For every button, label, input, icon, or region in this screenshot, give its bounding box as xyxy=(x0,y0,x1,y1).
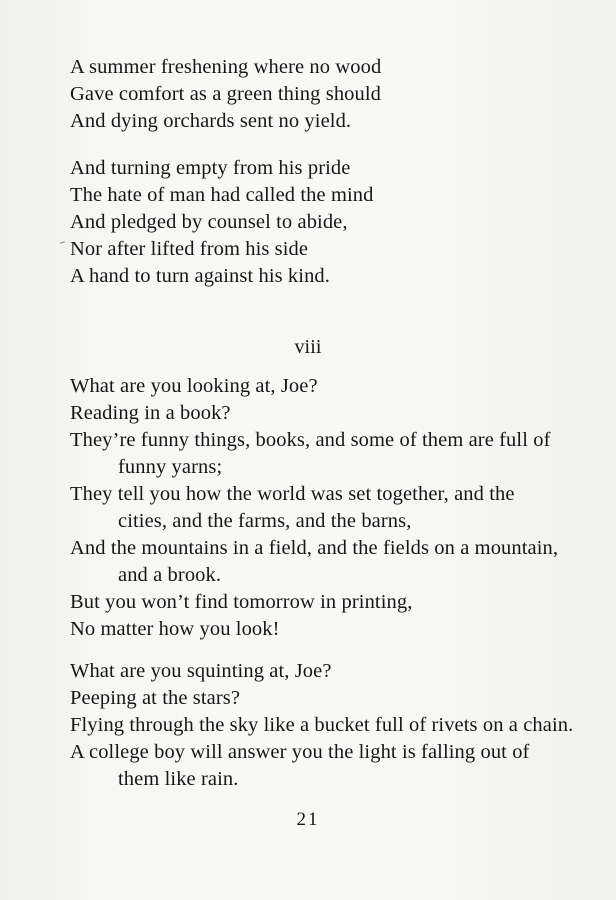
verse-line: What are you squinting at, Joe? xyxy=(70,660,332,682)
stanza-4 xyxy=(70,658,573,793)
verse-line: A college boy will answer you the light is falling out of xyxy=(70,741,530,763)
verse-line: Reading in a book? xyxy=(70,402,231,424)
page-number: 21 xyxy=(296,809,320,830)
stanza-1 xyxy=(70,54,381,135)
verse-line: They’re funny things, books, and some of them are full of xyxy=(70,429,551,451)
stray-ink-mark xyxy=(60,241,65,243)
section-number: viii xyxy=(294,336,322,358)
verse-line-continuation: funny yarns; xyxy=(118,456,223,478)
verse-line: The hate of man had called the mind xyxy=(70,184,374,206)
verse-line: And dying orchards sent no yield. xyxy=(70,110,352,132)
stanza-3 xyxy=(70,373,558,643)
verse-line: And turning empty from his pride xyxy=(70,157,351,179)
verse-line: Nor after lifted from his side xyxy=(70,238,309,260)
verse-line: And the mountains in a field, and the fields on a mountain, xyxy=(70,537,559,559)
verse-line-continuation: cities, and the farms, and the barns, xyxy=(118,510,412,532)
verse-line: Gave comfort as a green thing should xyxy=(70,83,382,105)
verse-line: But you won’t find tomorrow in printing, xyxy=(70,591,413,613)
verse-line: They tell you how the world was set together, and the xyxy=(70,483,515,505)
stanza-2 xyxy=(70,155,373,290)
verse-line: No matter how you look! xyxy=(70,618,280,640)
verse-line: And pledged by counsel to abide, xyxy=(70,211,348,233)
verse-line-continuation: and a brook. xyxy=(118,564,222,586)
verse-line: A hand to turn against his kind. xyxy=(70,265,331,287)
verse-line: What are you looking at, Joe? xyxy=(70,375,318,397)
verse-line: Flying through the sky like a bucket full of rivets on a chain. xyxy=(70,714,574,736)
verse-line: A summer freshening where no wood xyxy=(70,56,382,78)
verse-line: Peeping at the stars? xyxy=(70,687,241,709)
verse-line-continuation: them like rain. xyxy=(118,768,239,790)
